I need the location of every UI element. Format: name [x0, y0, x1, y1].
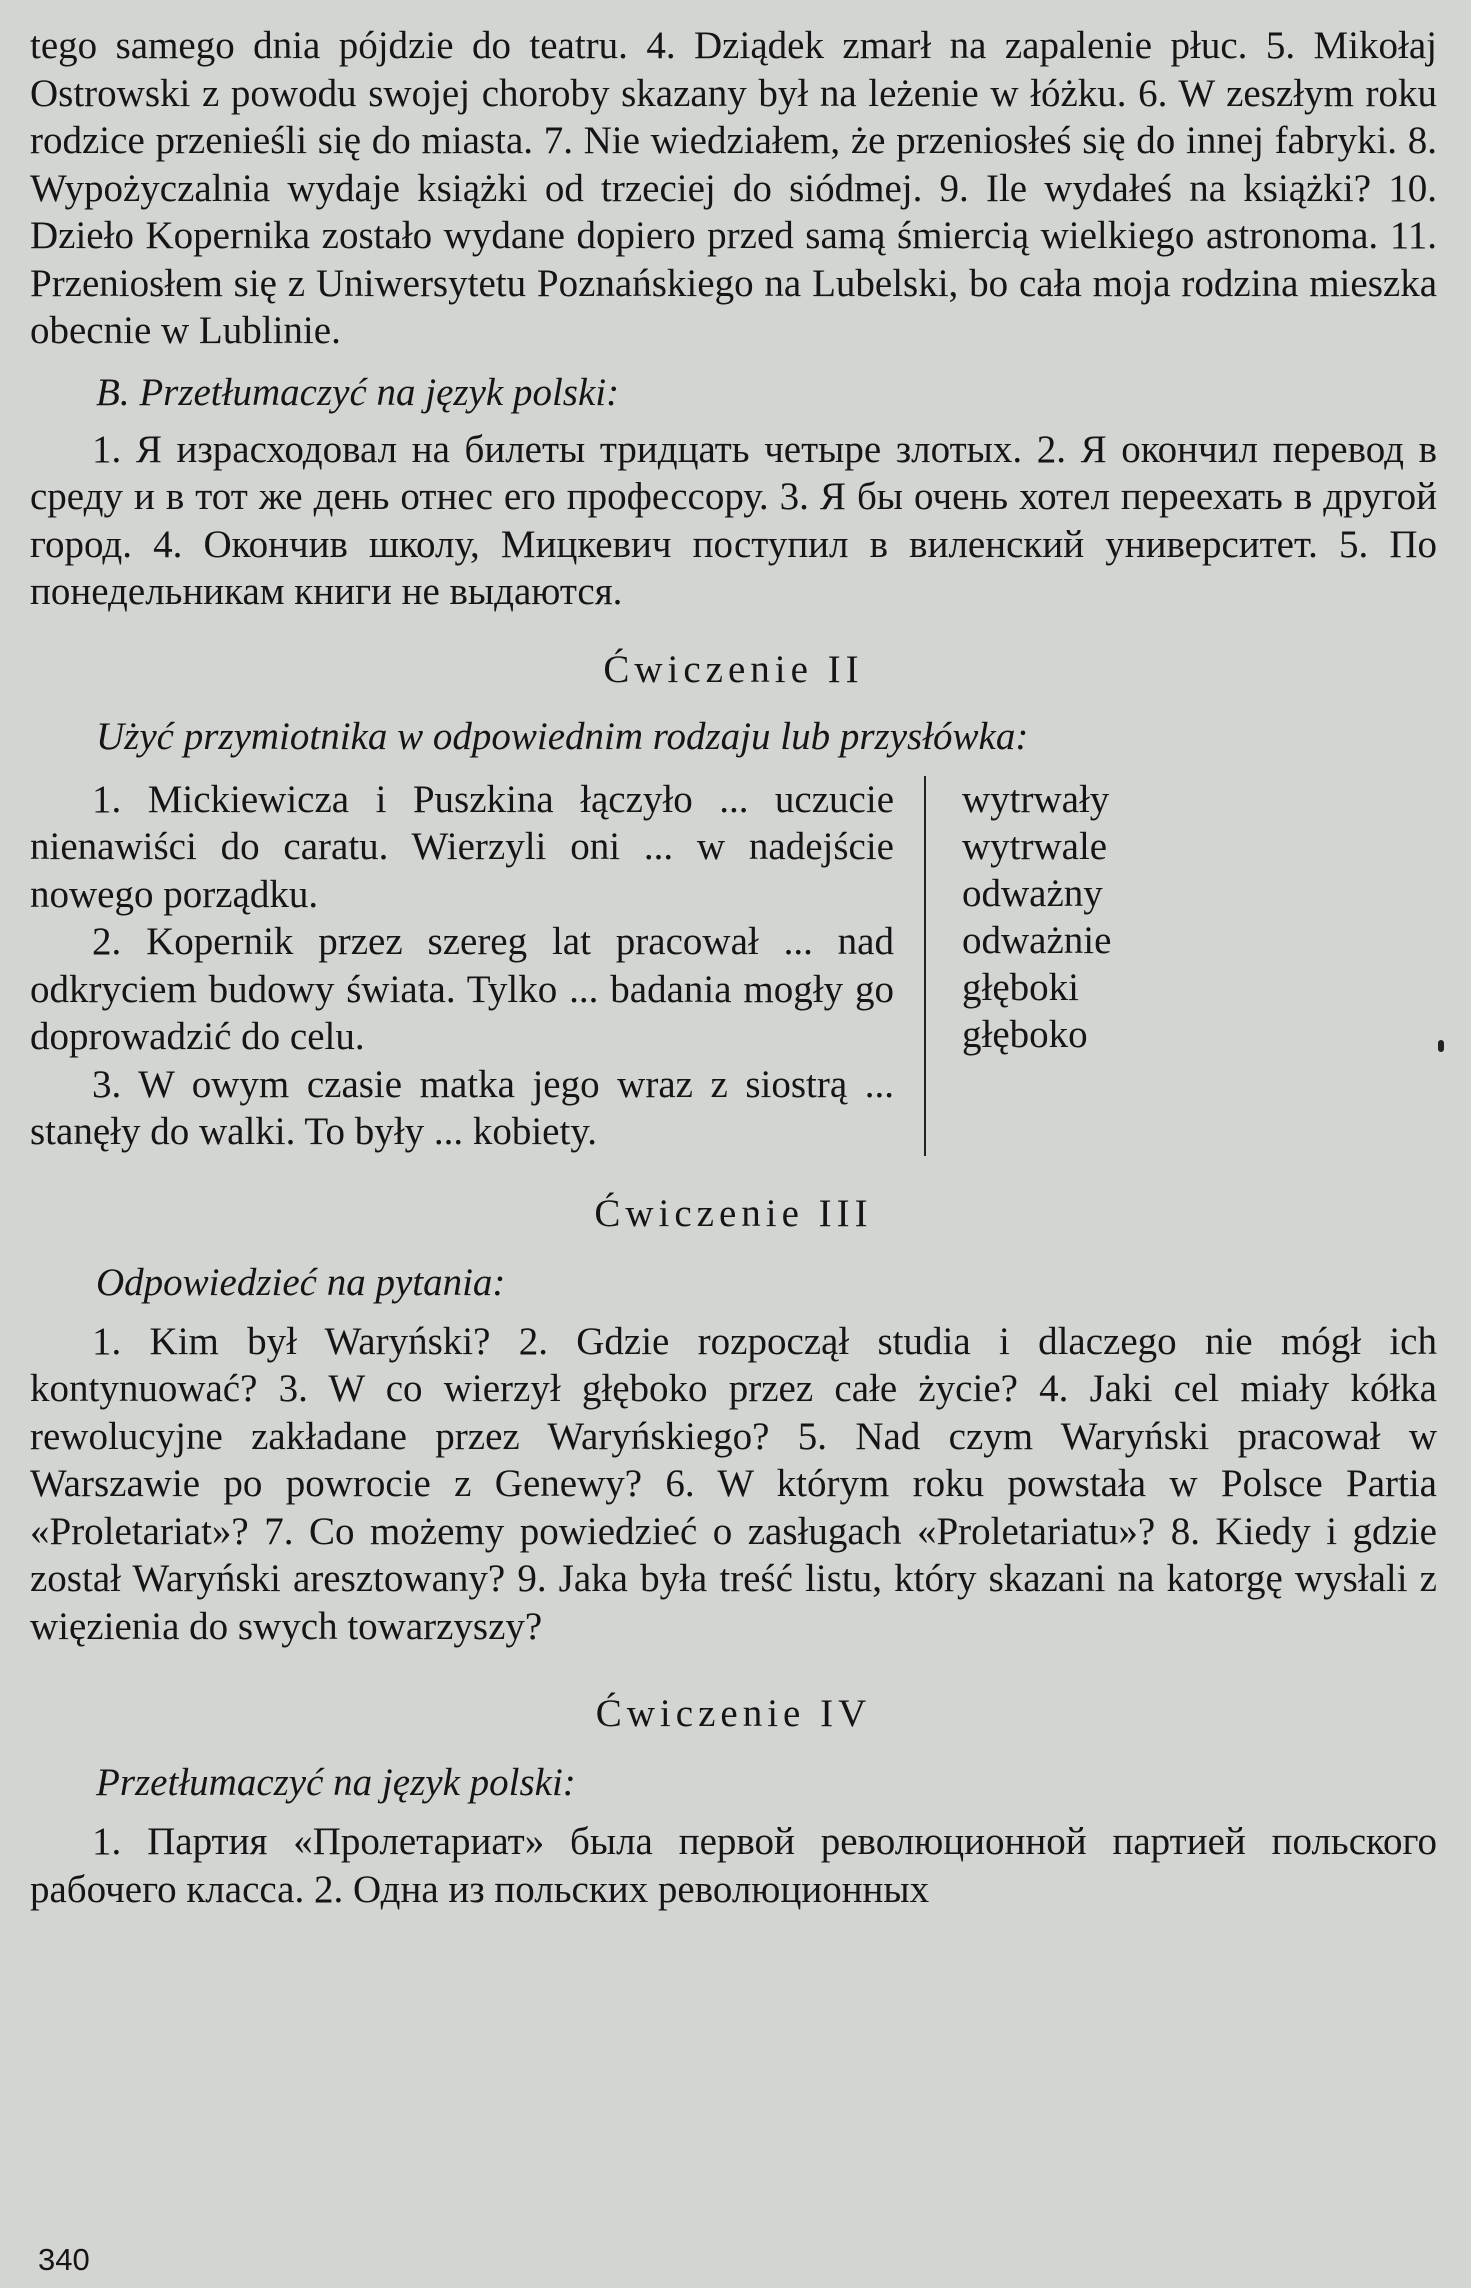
exercise-3-heading: Ćwiczenie III	[594, 1191, 873, 1235]
ink-speck	[1438, 1040, 1444, 1052]
exercise-2-sentences	[30, 776, 926, 1156]
section-b-instruction: B. Przetłumaczyć na język polski:	[96, 370, 620, 414]
word-option: głęboko	[962, 1012, 1088, 1056]
word-option: wytrwale	[962, 824, 1108, 868]
section-b-text: 1. Я израсходовал на билеты тридцать четыре злотых. 2. Я окончил перевод в среду и в тот же день отнес его профессору. 3. Я бы очень хотел переехать в другой город. 4. Окончив школу, Мицкевич поступил в виленский университет. 5. По понедельникам книги не выдаются.	[30, 427, 1437, 613]
page-number: 340	[38, 2242, 90, 2277]
exercise-2-instruction: Użyć przymiotnika w odpowiednim rodzaju lub przysłówka:	[96, 714, 1029, 758]
exercise-2-body	[30, 776, 1437, 1156]
word-option: odważnie	[962, 918, 1112, 962]
exercise-4-heading: Ćwiczenie IV	[595, 1692, 872, 1735]
exercise-2-sentence: 1. Mickiewicza i Puszkina łączyło ... uczucie nienawiści do caratu. Wierzyli oni ... w nadejście nowego porządku.	[30, 777, 894, 916]
word-option: wytrwały	[962, 777, 1110, 821]
exercise-3-text: 1. Kim był Waryński? 2. Gdzie rozpoczął studia i dlaczego nie mógł ich kontynuować? 3. W co wierzył głęboko przez całe życie? 4. Jaki cel miały kółka rewolucyjne zakładane przez Waryńskiego? 5. Nad czym Waryński pracował w Warszawie po powrocie z Genewy? 6. W którym roku powstała w Polsce Partia «Proletariat»? 7. Co możemy powiedzieć o zasługach «Proletariatu»? 8. Kiedy i gdzie został Waryński aresztowany? 9. Jaka była treść listu, który skazani na katorgę wysłali z więzienia do swych towarzyszy?	[30, 1319, 1437, 1648]
exercise-2-sentence: 3. W owym czasie matka jego wraz z siostrą ... stanęły do walki. To były ... kobiety.	[30, 1062, 894, 1153]
exercise-3-instruction: Odpowiedzieć na pytania:	[96, 1260, 506, 1304]
top-paragraph: tego samego dnia pójdzie do teatru. 4. Dziądek zmarł na zapalenie płuc. 5. Mikołaj Ostrowski z powodu swojej choroby skazany był na leżenie w łóżku. 6. W zeszłym roku rodzice przenieśli się do miasta. 7. Nie wiedziałem, że przeniosłeś się do innej fabryki. 8. Wypożyczalnia wydaje książki od trzeciej do siódmej. 9. Ile wydałeś na książki? 10. Dzieło Kopernika zostało wydane dopiero przed samą śmiercią wielkiego astronoma. 11. Przeniosłem się z Uniwersytetu Poznańskiego na Lubelski, bo cała moja rodzina mieszka obecnie w Lublinie.	[30, 24, 1437, 352]
word-option: głęboki	[962, 965, 1079, 1009]
exercise-4-text: 1. Партия «Пролетариат» была первой революционной партией польского рабочего класса. 2. Одна из польских революционных	[30, 1820, 1437, 1911]
exercise-2-sentence: 2. Kopernik przez szereg lat pracował ... nad odkryciem budowy świata. Tylko ... badania mogły go doprowadzić do celu.	[30, 920, 894, 1058]
word-option: odważny	[962, 871, 1103, 915]
exercise-4-instruction: Przetłumaczyć na język polski:	[96, 1761, 576, 1804]
exercise-2-word-list	[926, 776, 1111, 1156]
exercise-2-heading: Ćwiczenie II	[603, 647, 864, 691]
